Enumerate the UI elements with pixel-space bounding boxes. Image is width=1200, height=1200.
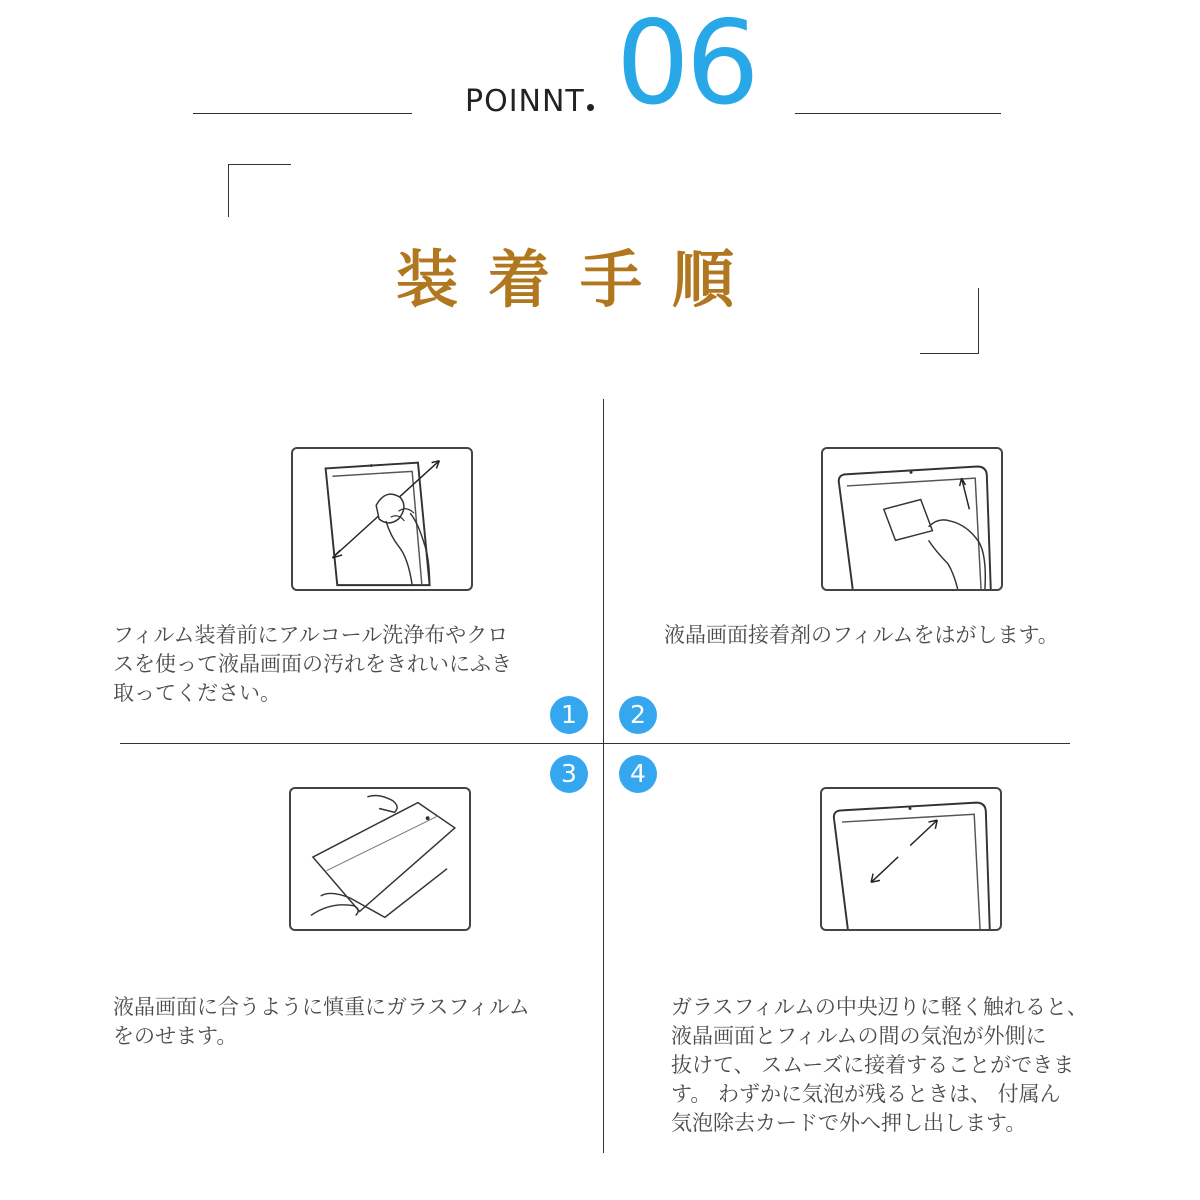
- point-dot: [587, 104, 594, 111]
- grid-divider-horizontal: [120, 743, 1070, 744]
- point-number: 06: [616, 0, 756, 131]
- step-3-badge: 3: [550, 755, 588, 793]
- step-4-caption: ガラスフィルムの中央辺りに軽く触れると、 液晶画面とフィルムの間の気泡が外側に 抜けて、 スムーズに接着することができま す。 わずかに気泡が残るときは、 付属ん 気泡除去カードで外へ押し出します。: [671, 995, 1088, 1135]
- step-2-illustration: [821, 447, 1003, 591]
- step-3-caption: 液晶画面に合うように慎重にガラスフィルム をのせます。: [113, 995, 530, 1048]
- step-1-illustration: [291, 447, 473, 591]
- step-4-badge: 4: [619, 755, 657, 793]
- point-label: POINNT: [465, 84, 585, 119]
- title-bracket-bottom-right: [920, 288, 979, 354]
- title-bracket-top-left: [228, 164, 291, 217]
- step-2-badge: 2: [619, 696, 657, 734]
- place-film-icon: [291, 789, 469, 929]
- step-2-caption: 液晶画面接着剤のフィルムをはがします。: [664, 623, 1059, 647]
- step-4-illustration: [820, 787, 1002, 931]
- wipe-screen-icon: [293, 449, 471, 589]
- section-title: 装着手順: [396, 243, 765, 316]
- press-bubbles-icon: [822, 789, 1000, 929]
- header-rule-right: [795, 113, 1001, 114]
- grid-divider-vertical: [603, 399, 604, 1153]
- peel-film-icon: [823, 449, 1001, 589]
- step-3-illustration: [289, 787, 471, 931]
- step-1-badge: 1: [550, 696, 588, 734]
- header-rule-left: [193, 113, 412, 114]
- step-1-caption: フィルム装着前にアルコール洗浄布やクロ スを使って液晶画面の汚れをきれいにふき 取ってください。: [113, 623, 512, 705]
